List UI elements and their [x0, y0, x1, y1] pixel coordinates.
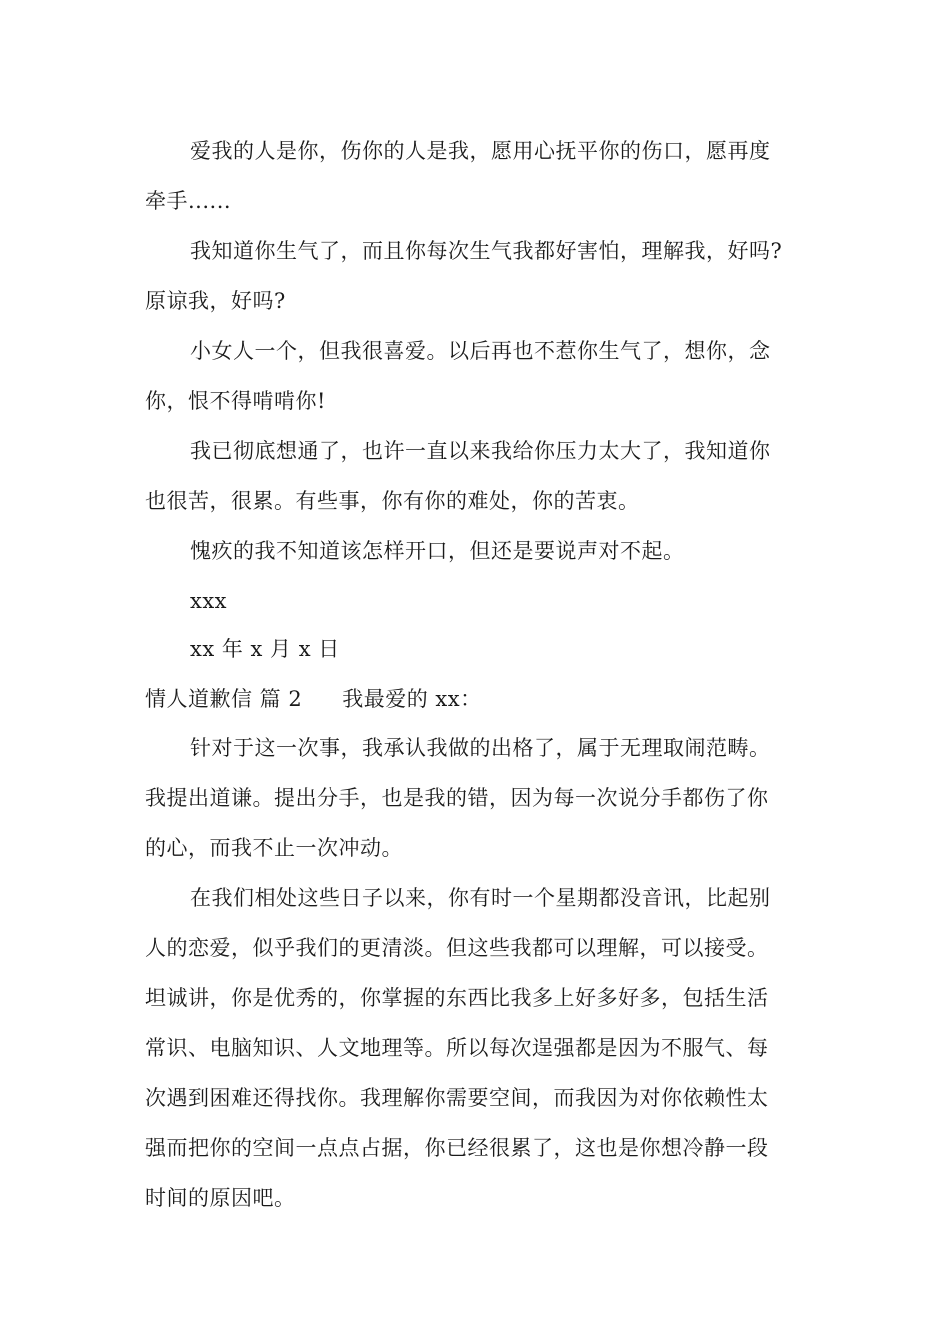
section-title: 情人道歉信 篇 2	[145, 687, 303, 711]
section-heading	[145, 684, 482, 714]
paragraph-3-line-1: 小女人一个，但我很喜爱。以后再也不惹你生气了，想你，念	[190, 339, 771, 363]
paragraph-7-line-4: 常识、电脑知识、人文地理等。所以每次逞强都是因为不服气、每	[145, 1036, 769, 1060]
paragraph-7-line-5: 次遇到困难还得找你。我理解你需要空间，而我因为对你依赖性太	[145, 1086, 769, 1110]
paragraph-4-line-1: 我已彻底想通了，也许一直以来我给你压力太大了，我知道你	[190, 439, 771, 463]
signature: xxx	[190, 589, 228, 613]
paragraph-1-line-1: 爱我的人是你，伤你的人是我，愿用心抚平你的伤口，愿再度	[190, 139, 771, 163]
paragraph-4-line-2: 也很苦，很累。有些事，你有你的难处，你的苦衷。	[145, 489, 640, 513]
paragraph-1-line-2: 牵手......	[145, 189, 232, 213]
paragraph-7-line-3: 坦诚讲，你是优秀的，你掌握的东西比我多上好多好多，包括生活	[145, 986, 769, 1010]
salutation: 我最爱的 xx：	[342, 687, 482, 711]
date-line: xx 年 x 月 x 日	[190, 637, 340, 661]
paragraph-7-line-6: 强而把你的空间一点点占据，你已经很累了，这也是你想冷静一段	[145, 1136, 769, 1160]
paragraph-2-line-2: 原谅我，好吗?	[145, 289, 286, 313]
paragraph-6-line-2: 我提出道谦。提出分手，也是我的错，因为每一次说分手都伤了你	[145, 786, 769, 810]
paragraph-6-line-1: 针对于这一次事，我承认我做的出格了，属于无理取闹范畴。	[190, 736, 771, 760]
paragraph-2-line-1: 我知道你生气了，而且你每次生气我都好害怕，理解我，好吗?	[190, 239, 783, 263]
paragraph-3-line-2: 你，恨不得啃啃你!	[145, 389, 326, 413]
paragraph-6-line-3: 的心，而我不止一次冲动。	[145, 836, 403, 860]
paragraph-5-line-1: 愧疚的我不知道该怎样开口，但还是要说声对不起。	[190, 539, 685, 563]
paragraph-7-line-1: 在我们相处这些日子以来，你有时一个星期都没音讯，比起别	[190, 886, 771, 910]
paragraph-7-line-2: 人的恋爱，似乎我们的更清淡。但这些我都可以理解，可以接受。	[145, 936, 769, 960]
paragraph-7-line-7: 时间的原因吧。	[145, 1186, 296, 1210]
